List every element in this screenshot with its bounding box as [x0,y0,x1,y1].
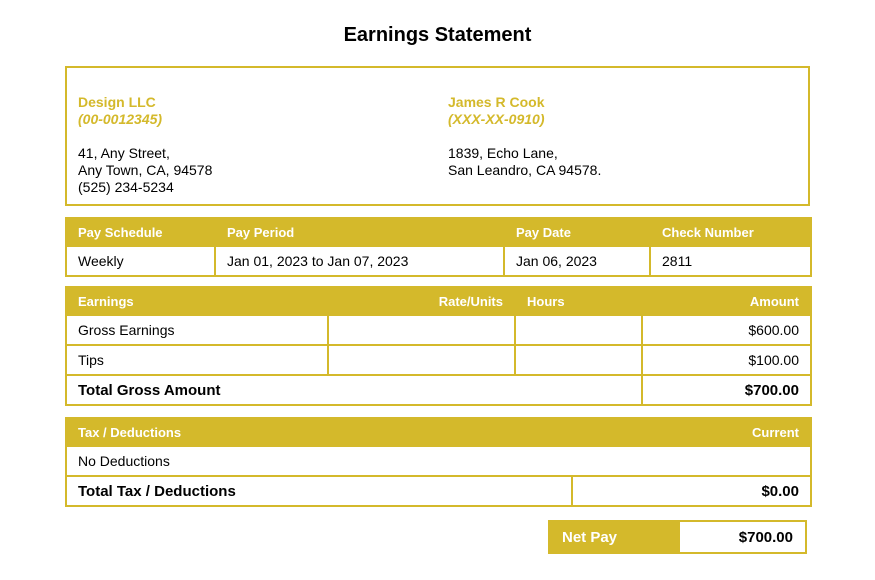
employer-info [78,94,212,196]
deductions-header: Tax / Deductions [66,418,572,446]
earning-amount: $600.00 [642,315,811,345]
earning-hours [515,345,642,375]
amount-header: Amount [642,287,811,315]
total-deductions-label: Total Tax / Deductions [66,476,572,506]
pay-info-table [65,217,812,277]
deductions-table [65,417,812,507]
employer-id: (00-0012345) [78,111,163,127]
pay-period-header: Pay Period [215,218,504,246]
pay-date-header: Pay Date [504,218,650,246]
deduction-label: No Deductions [66,446,811,476]
earning-amount: $100.00 [642,345,811,375]
earnings-header: Earnings [66,287,328,315]
check-number-header: Check Number [650,218,811,246]
employer-phone: (525) 234-5234 [78,179,174,195]
total-gross-label: Total Gross Amount [66,375,642,405]
check-number-value: 2811 [650,246,811,276]
net-pay-box [548,520,807,554]
earning-label: Tips [66,345,328,375]
employer-address-line: 41, Any Street, [78,145,170,161]
pay-schedule-header: Pay Schedule [66,218,215,246]
page-title: Earnings Statement [343,24,532,46]
net-pay-value: $700.00 [738,528,793,546]
employer-address-line: Any Town, CA, 94578 [78,162,213,178]
total-gross-value: $700.00 [642,375,811,405]
hours-header: Hours [515,287,642,315]
earning-label: Gross Earnings [66,315,328,345]
earning-rate [328,315,515,345]
employee-info [448,94,601,179]
table-row [66,315,811,345]
total-deductions-value: $0.00 [572,476,811,506]
table-row [66,345,811,375]
pay-schedule-value: Weekly [66,246,215,276]
earnings-table [65,286,812,406]
earning-rate [328,345,515,375]
net-pay-label: Net Pay [550,522,680,552]
pay-date-value: Jan 06, 2023 [504,246,650,276]
earning-hours [515,315,642,345]
employee-address-line: 1839, Echo Lane, [448,145,558,161]
current-header: Current [572,418,811,446]
employee-address-line: San Leandro, CA 94578. [448,162,602,178]
employee-name: James R Cook [448,94,545,110]
rate-units-header: Rate/Units [328,287,515,315]
table-row [66,446,811,476]
pay-period-value: Jan 01, 2023 to Jan 07, 2023 [215,246,504,276]
address-block [65,66,810,206]
employee-ssn: (XXX-XX-0910) [448,111,545,127]
employer-name: Design LLC [78,94,156,110]
